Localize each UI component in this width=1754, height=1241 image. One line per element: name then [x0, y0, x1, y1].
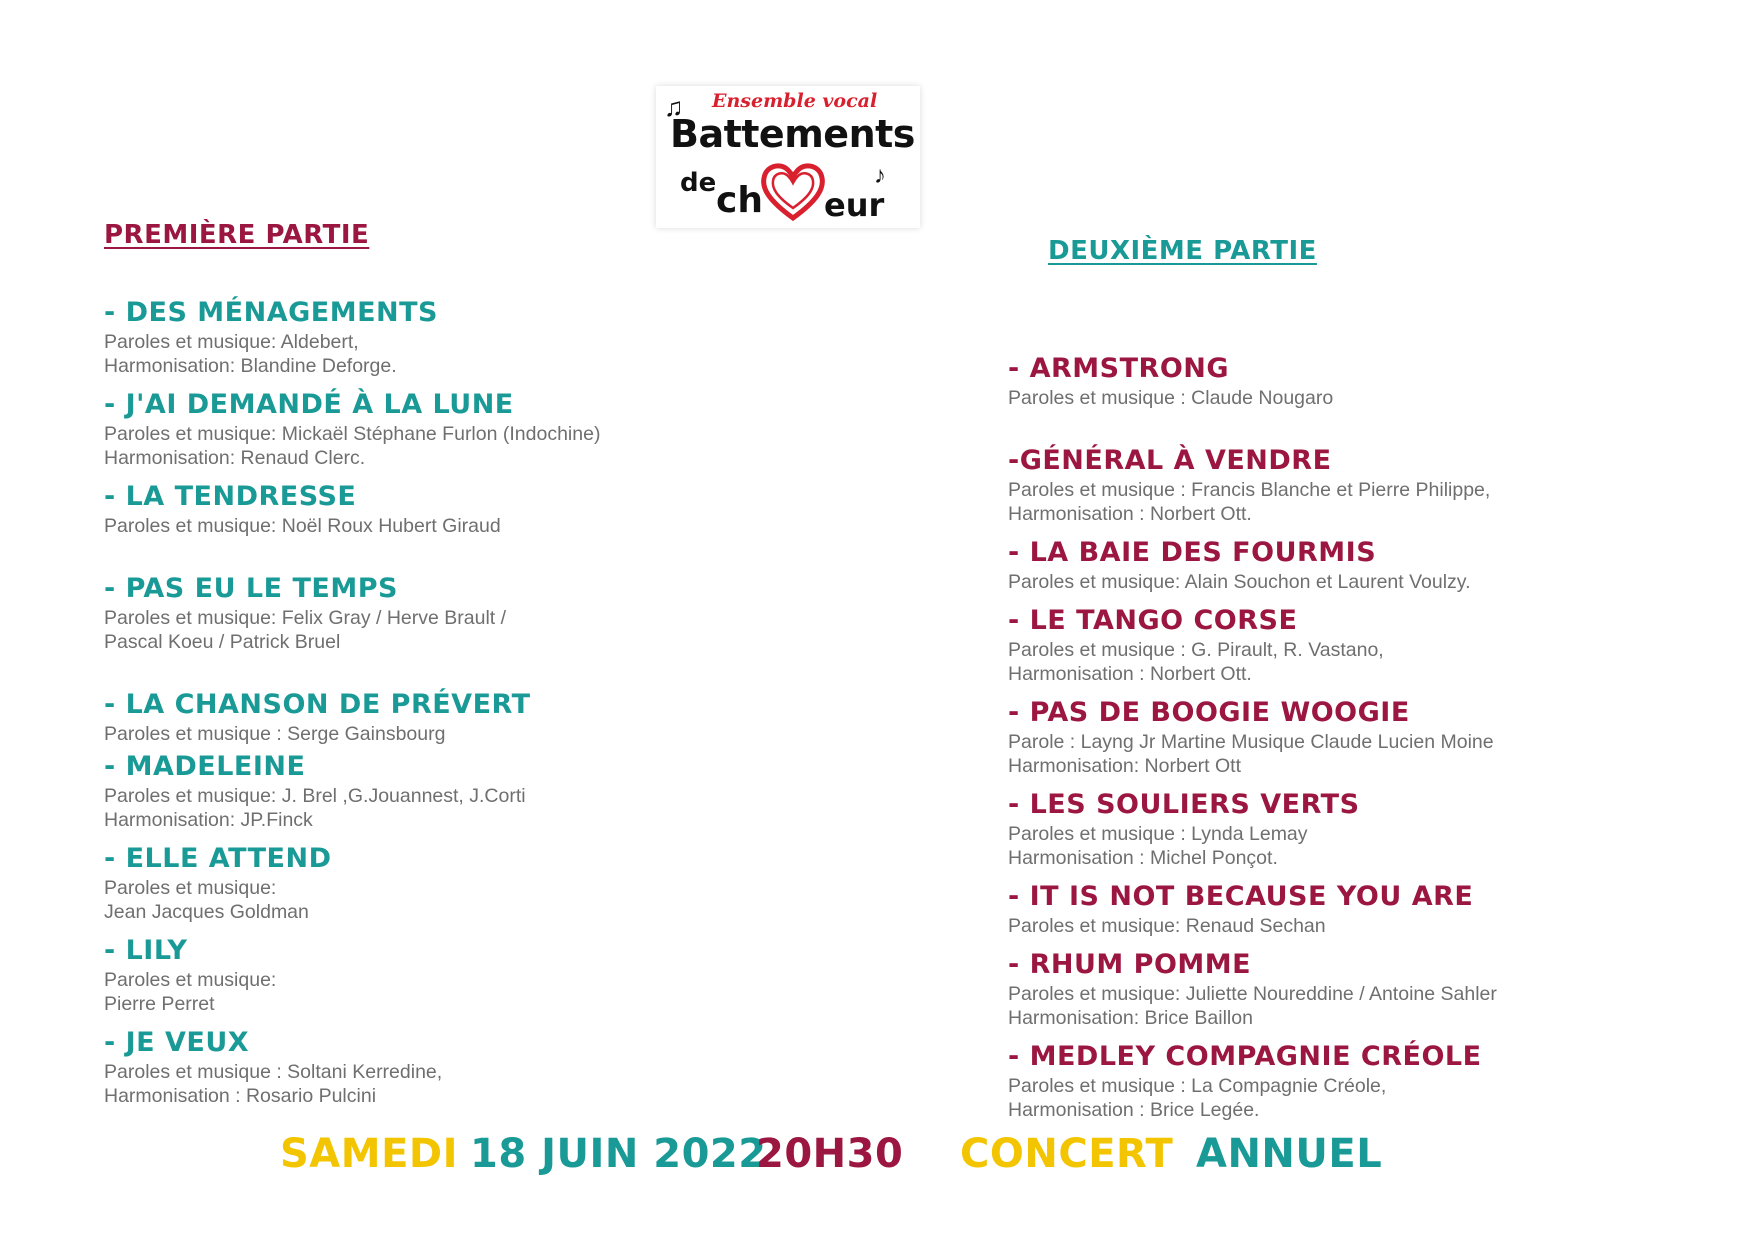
song-item [1008, 604, 1708, 686]
song-credit: Paroles et musique: Alain Souchon et Laurent Voulzy. [1008, 571, 1471, 593]
logo-subtitle: Ensemble vocal [712, 90, 878, 112]
song-item [104, 388, 804, 470]
music-note-icon: ♪ [874, 162, 886, 189]
logo-de: de [680, 168, 717, 198]
song-title: - DES MÉNAGEMENTS [104, 297, 438, 328]
song-item [104, 750, 804, 832]
banner-date: 18 JUIN 2022 [470, 1131, 767, 1177]
part-title: PREMIÈRE PARTIE [104, 220, 370, 250]
song-item [1008, 880, 1708, 938]
song-title: - ARMSTRONG [1008, 353, 1230, 384]
song-credit: Paroles et musique : Soltani Kerredine, Harmonisation : Rosario Pulcini [104, 1061, 443, 1107]
heart-icon [760, 160, 826, 222]
song-item [1008, 536, 1708, 594]
song-item [104, 934, 804, 1016]
song-item [1008, 444, 1708, 526]
song-credit: Paroles et musique : G. Pirault, R. Vastano, Harmonisation : Norbert Ott. [1008, 639, 1384, 685]
song-credit: Paroles et musique : Claude Nougaro [1008, 387, 1334, 409]
song-item [104, 688, 804, 746]
song-title: - LE TANGO CORSE [1008, 605, 1298, 636]
song-item [1008, 788, 1708, 870]
song-title: - LA TENDRESSE [104, 481, 357, 512]
song-credit: Paroles et musique: Mickaël Stéphane Furlon (Indochine) Harmonisation: Renaud Clerc. [104, 423, 601, 469]
song-credit: Paroles et musique: Pierre Perret [104, 969, 277, 1015]
song-credit: Paroles et musique: J. Brel ,G.Jouannest, J.Corti Harmonisation: JP.Finck [104, 785, 526, 831]
logo-title: Battements [670, 112, 915, 156]
song-item [1008, 948, 1708, 1030]
banner-time: 20H30 [756, 1131, 904, 1177]
song-item [104, 1026, 804, 1108]
song-title: - MEDLEY COMPAGNIE CRÉOLE [1008, 1041, 1482, 1072]
second-part [1008, 236, 1690, 1121]
song-title: - IT IS NOT BECAUSE YOU ARE [1008, 881, 1474, 912]
song-credit: Paroles et musique : Serge Gainsbourg [104, 723, 446, 745]
song-title: - J'AI DEMANDÉ À LA LUNE [104, 389, 514, 420]
song-credit: Paroles et musique: Noël Roux Hubert Giraud [104, 515, 501, 537]
song-item [104, 572, 804, 654]
song-credit: Paroles et musique: Jean Jacques Goldman [104, 877, 309, 923]
song-title: - LA BAIE DES FOURMIS [1008, 537, 1377, 568]
song-credit: Paroles et musique : Lynda Lemay Harmonisation : Michel Ponçot. [1008, 823, 1308, 869]
song-credit: Parole : Layng Jr Martine Musique Claude Lucien Moine Harmonisation: Norbert Ott [1008, 731, 1494, 777]
song-title: - PAS DE BOOGIE WOOGIE [1008, 697, 1410, 728]
part-title: DEUXIÈME PARTIE [1048, 236, 1317, 266]
song-title: - JE VEUX [104, 1027, 250, 1058]
song-title: - LA CHANSON DE PRÉVERT [104, 689, 531, 720]
logo [656, 86, 920, 228]
banner-annuel: ANNUEL [1196, 1131, 1383, 1177]
song-title: -GÉNÉRAL À VENDRE [1008, 445, 1332, 476]
song-credit: Paroles et musique : Francis Blanche et Pierre Philippe, Harmonisation : Norbert Ott. [1008, 479, 1491, 525]
song-item [1008, 696, 1708, 778]
song-item [1008, 1040, 1708, 1122]
first-part [104, 220, 824, 1107]
song-title: - MADELEINE [104, 751, 306, 782]
concert-banner [0, 1130, 1754, 1180]
song-credit: Paroles et musique: Juliette Noureddine / Antoine Sahler Harmonisation: Brice Baillon [1008, 983, 1497, 1029]
song-credit: Paroles et musique: Aldebert, Harmonisation: Blandine Deforge. [104, 331, 397, 377]
song-item [104, 842, 804, 924]
banner-concert: CONCERT [960, 1131, 1174, 1177]
song-item [104, 296, 804, 378]
song-title: - PAS EU LE TEMPS [104, 573, 398, 604]
song-title: - RHUM POMME [1008, 949, 1252, 980]
song-credit: Paroles et musique: Felix Gray / Herve Brault / Pascal Koeu / Patrick Bruel [104, 607, 507, 653]
banner-day: SAMEDI [280, 1131, 458, 1177]
song-credit: Paroles et musique: Renaud Sechan [1008, 915, 1326, 937]
song-item [104, 480, 804, 538]
song-title: - ELLE ATTEND [104, 843, 332, 874]
song-title: - LES SOULIERS VERTS [1008, 789, 1360, 820]
logo-ch: ch [716, 180, 763, 221]
song-title: - LILY [104, 935, 188, 966]
song-item [1008, 352, 1708, 410]
song-credit: Paroles et musique : La Compagnie Créole, Harmonisation : Brice Legée. [1008, 1075, 1387, 1121]
music-note-icon: ♫ [664, 92, 684, 122]
logo-eur: eur [824, 186, 885, 224]
